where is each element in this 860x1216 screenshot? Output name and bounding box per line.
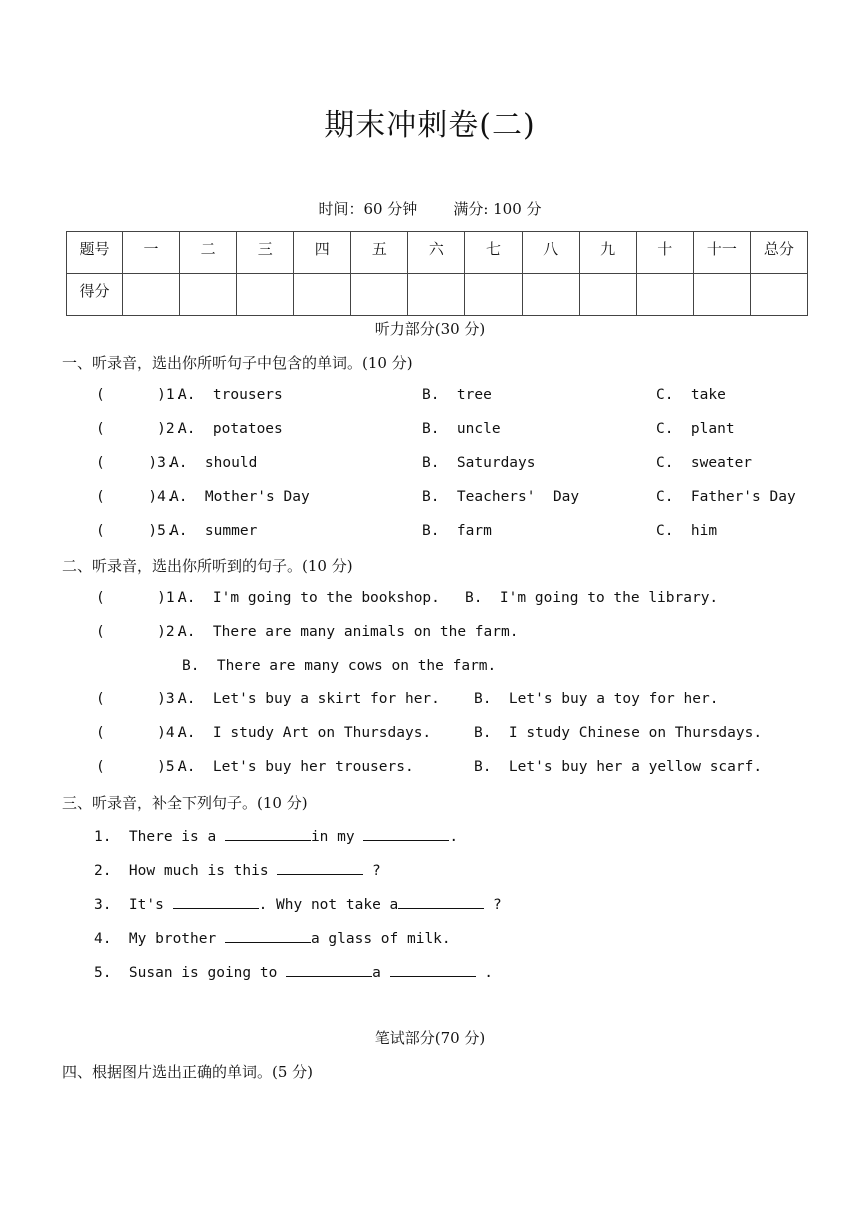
section-3-title: 三、听录音，补全下列句子。(10 分) [62,794,308,812]
time-limit: 时间：60 分钟 [318,200,418,218]
score-cell[interactable] [237,274,294,316]
fill-line-1 [94,826,458,845]
page-title: 期末冲刺卷(二) [324,108,536,143]
score-cell[interactable] [579,274,636,316]
score-cell[interactable] [123,274,180,316]
header-cell: 六 [408,232,465,274]
option-b: B. I'm going to the library. [465,590,719,606]
score-cell[interactable] [693,274,750,316]
score-cell[interactable] [408,274,465,316]
score-cell[interactable] [294,274,351,316]
fill-line-3 [94,894,502,913]
text: 5. Susan is going to [94,965,287,981]
option-c: C. sweater [656,455,753,471]
option-b: B. Teachers' Day [422,489,580,505]
option-b: B. There are many cows on the farm. [182,658,497,674]
text: a [372,965,390,981]
header-cell: 十一 [693,232,750,274]
option-b: B. tree [422,387,492,403]
option-a: A. There are many animals on the farm. [178,624,519,640]
section-4-title: 四、根据图片选出正确的单词。(5 分) [62,1063,314,1081]
option-c: C. Father's Day [656,489,796,505]
score-cell[interactable] [636,274,693,316]
header-cell: 总分 [750,232,807,274]
blank-field[interactable] [363,826,449,841]
option-a: A. Let's buy a skirt for her. [178,691,440,707]
answer-paren[interactable]: ( )2. [96,421,184,437]
answer-paren[interactable]: ( )5. [96,523,175,539]
option-b: B. Let's buy a toy for her. [474,691,719,707]
text: . [449,829,459,845]
text: 1. There is a [94,829,225,845]
score-cell[interactable] [351,274,408,316]
section-1-title: 一、听录音，选出你所听句子中包含的单词。(10 分) [62,354,413,372]
blank-field[interactable] [398,894,484,909]
blank-field[interactable] [173,894,259,909]
option-b: B. I study Chinese on Thursdays. [474,725,763,741]
blank-field[interactable] [225,928,311,943]
header-cell: 七 [465,232,522,274]
fill-line-5 [94,962,493,981]
option-b: B. farm [422,523,492,539]
option-a: A. I study Art on Thursdays. [178,725,432,741]
answer-paren[interactable]: ( )4. [96,725,184,741]
header-cell: 九 [579,232,636,274]
header-cell: 一 [123,232,180,274]
option-c: C. take [656,387,726,403]
listening-header: 听力部分(30 分) [374,320,486,338]
option-a: A. potatoes [178,421,283,437]
blank-field[interactable] [286,962,372,977]
blank-field[interactable] [225,826,311,841]
score-cell[interactable] [522,274,579,316]
text: 2. How much is this [94,863,278,879]
exam-meta [0,198,860,219]
option-a: A. Mother's Day [170,489,310,505]
option-a: A. I'm going to the bookshop. [178,590,440,606]
writing-header: 笔试部分(70 分) [374,1029,486,1047]
header-cell: 五 [351,232,408,274]
text: a glass of milk. [310,931,451,947]
option-a: A. trousers [178,387,283,403]
answer-paren[interactable]: ( )2. [96,624,184,640]
fill-line-2 [94,860,381,879]
full-score: 满分: 100 分 [453,200,542,218]
section-2-title: 二、听录音，选出你所听到的句子。(10 分) [62,557,353,575]
score-table-header-row [67,232,808,274]
header-cell: 二 [180,232,237,274]
option-c: C. plant [656,421,735,437]
score-table-score-row [67,274,808,316]
text: ? [484,897,502,913]
header-cell: 题号 [67,232,123,274]
answer-paren[interactable]: ( )3. [96,455,175,471]
option-a: A. Let's buy her trousers. [178,759,414,775]
option-a: A. summer [170,523,258,539]
score-cell[interactable] [180,274,237,316]
answer-paren[interactable]: ( )3. [96,691,184,707]
option-b: B. Saturdays [422,455,536,471]
row-label: 得分 [67,274,123,316]
header-cell: 四 [294,232,351,274]
text: 4. My brother [94,931,225,947]
header-cell: 十 [636,232,693,274]
text: . [475,965,493,981]
text: in my [310,829,364,845]
score-cell[interactable] [465,274,522,316]
blank-field[interactable] [277,860,363,875]
option-c: C. him [656,523,718,539]
option-b: B. Let's buy her a yellow scarf. [474,759,763,775]
blank-field[interactable] [390,962,476,977]
option-a: A. should [170,455,258,471]
answer-paren[interactable]: ( )4. [96,489,175,505]
text: . Why not take a [258,897,399,913]
answer-paren[interactable]: ( )1. [96,590,184,606]
header-cell: 三 [237,232,294,274]
text: 3. It's [94,897,173,913]
fill-line-4 [94,928,451,947]
header-cell: 八 [522,232,579,274]
text: ? [363,863,381,879]
answer-paren[interactable]: ( )5. [96,759,184,775]
score-table [66,231,808,316]
answer-paren[interactable]: ( )1. [96,387,184,403]
score-cell[interactable] [750,274,807,316]
option-b: B. uncle [422,421,501,437]
